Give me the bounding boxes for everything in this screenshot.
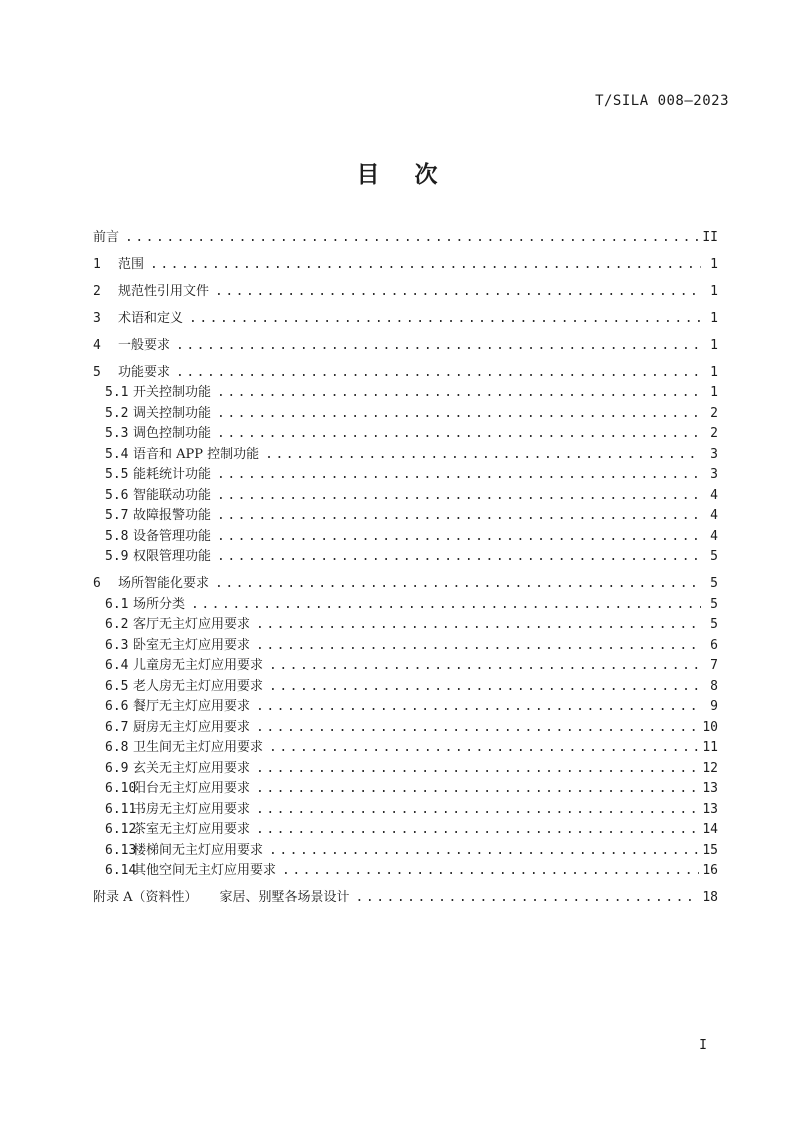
toc-entry-label: 场所智能化要求 <box>118 576 210 591</box>
toc-entry-label: 设备管理功能 <box>133 528 212 544</box>
toc-entry-page-number: 6 <box>710 637 718 653</box>
toc-entry-page-number: 2 <box>710 405 718 421</box>
toc-entry-label: 卧室无主灯应用要求 <box>133 637 251 653</box>
toc-entry-number: 5.3 <box>105 426 129 441</box>
toc-dot-leader <box>256 759 699 780</box>
toc-dot-leader <box>125 228 699 249</box>
toc-entry-number: 5.2 <box>105 405 129 421</box>
toc-entry-page-number: 13 <box>702 781 718 796</box>
toc-entry-label: 规范性引用文件 <box>118 283 210 299</box>
toc-dot-leader <box>256 636 701 657</box>
table-of-contents <box>93 221 718 909</box>
toc-entry[interactable] <box>93 615 718 636</box>
toc-dot-leader <box>256 820 699 841</box>
toc-dot-leader <box>176 336 701 357</box>
toc-entry-number: 5 <box>93 364 101 380</box>
toc-dot-leader <box>215 282 701 303</box>
toc-entry-number: 6.5 <box>105 678 129 694</box>
toc-entry-label: 语音和 APP 控制功能 <box>133 446 260 462</box>
toc-entry-number: 6.9 <box>105 760 129 776</box>
toc-entry[interactable] <box>93 841 718 862</box>
toc-entry-page-number: 10 <box>702 719 718 735</box>
toc-entry-number: 2 <box>93 283 101 299</box>
toc-entry-page-number: 1 <box>710 310 718 326</box>
toc-entry-label: 家居、别墅各场景设计 <box>219 890 350 905</box>
toc-entry[interactable] <box>93 738 718 759</box>
toc-entry-page-number: 8 <box>710 678 718 694</box>
toc-dot-leader <box>217 404 701 425</box>
toc-dot-leader <box>176 363 701 384</box>
toc-entry-label: 餐厅无主灯应用要求 <box>133 699 251 714</box>
toc-entry-number: 6.13 <box>105 842 137 858</box>
toc-entry-number: 4 <box>93 337 101 353</box>
toc-entry-number: 6.2 <box>105 617 129 632</box>
toc-dot-leader <box>256 779 699 800</box>
toc-dot-leader <box>217 424 701 445</box>
toc-entry[interactable] <box>93 718 718 739</box>
toc-entry-number: 5.1 <box>105 385 129 400</box>
toc-entry-page-number: 1 <box>710 283 718 299</box>
toc-entry-page-number: 4 <box>710 487 718 503</box>
toc-entry-number: 6.12 <box>105 822 137 837</box>
toc-dot-leader <box>265 445 701 466</box>
toc-entry-page-number: 4 <box>710 508 718 523</box>
toc-entry[interactable] <box>93 820 718 841</box>
toc-entry-number: 6.7 <box>105 719 129 735</box>
toc-entry-label: 客厅无主灯应用要求 <box>133 617 251 632</box>
toc-dot-leader <box>282 861 699 882</box>
toc-entry-page-number: 14 <box>702 822 718 837</box>
toc-entry-label: 术语和定义 <box>118 310 184 326</box>
toc-dot-leader <box>269 738 699 759</box>
toc-dot-leader <box>256 697 701 718</box>
toc-entry[interactable] <box>93 697 718 718</box>
toc-entry-label: 智能联动功能 <box>133 487 212 503</box>
toc-entry[interactable] <box>93 506 718 527</box>
toc-entry-number: 3 <box>93 310 101 326</box>
toc-entry-page-number: 16 <box>702 863 718 878</box>
toc-entry-label: 故障报警功能 <box>133 508 212 523</box>
toc-entry-label: 前言 <box>93 229 120 245</box>
toc-entry-label: 阳台无主灯应用要求 <box>133 781 251 796</box>
toc-dot-leader <box>269 677 701 698</box>
toc-entry-number: 6.10 <box>105 781 137 796</box>
toc-entry-number: 5.4 <box>105 446 129 462</box>
toc-entry-number: 5.8 <box>105 528 129 544</box>
toc-entry-label: 调色控制功能 <box>133 426 212 441</box>
toc-entry[interactable] <box>93 363 718 384</box>
toc-entry-label: 楼梯间无主灯应用要求 <box>133 842 264 858</box>
toc-entry-label: 调关控制功能 <box>133 405 212 421</box>
toc-entry[interactable] <box>93 383 718 404</box>
toc-dot-leader <box>256 718 699 739</box>
toc-entry[interactable] <box>93 228 718 249</box>
toc-dot-leader <box>217 547 701 568</box>
toc-entry[interactable] <box>93 424 718 445</box>
toc-entry[interactable] <box>93 574 718 595</box>
toc-entry[interactable] <box>93 547 718 568</box>
toc-entry-label: 场所分类 <box>133 596 186 612</box>
toc-entry-label: 开关控制功能 <box>133 385 212 400</box>
toc-entry-page-number: 18 <box>702 890 718 905</box>
toc-entry-number: 6.14 <box>105 863 137 878</box>
toc-dot-leader <box>150 255 701 276</box>
toc-dot-leader <box>269 656 701 677</box>
toc-entry[interactable] <box>93 677 718 698</box>
toc-entry-label: 权限管理功能 <box>133 549 212 564</box>
toc-entry-number: 5.6 <box>105 487 129 503</box>
toc-entry-page-number: 5 <box>710 596 718 612</box>
toc-entry[interactable] <box>93 445 718 466</box>
toc-entry-page-number: 1 <box>710 385 718 400</box>
toc-dot-leader <box>215 574 701 595</box>
toc-entry[interactable] <box>93 336 718 357</box>
toc-dot-leader <box>217 465 701 486</box>
toc-entry[interactable] <box>93 656 718 677</box>
toc-entry-page-number: 15 <box>702 842 718 858</box>
toc-entry-number: 6.3 <box>105 637 129 653</box>
toc-dot-leader <box>256 615 701 636</box>
toc-entry[interactable] <box>93 309 718 330</box>
toc-entry-number: 6.4 <box>105 658 129 673</box>
toc-entry-page-number: 1 <box>710 337 718 353</box>
toc-entry-page-number: 2 <box>710 426 718 441</box>
toc-entry[interactable] <box>93 759 718 780</box>
toc-entry-page-number: 5 <box>710 549 718 564</box>
toc-entry-number: 6.6 <box>105 699 129 714</box>
toc-entry-page-number: 3 <box>710 446 718 462</box>
toc-entry-number: 5.5 <box>105 467 129 482</box>
toc-entry[interactable] <box>93 595 718 616</box>
toc-dot-leader <box>189 309 701 330</box>
toc-entry[interactable] <box>93 404 718 425</box>
toc-entry-page-number: 3 <box>710 467 718 482</box>
toc-entry-number: 6.11 <box>105 801 137 817</box>
toc-entry-number: 1 <box>93 256 101 272</box>
toc-entry[interactable] <box>93 888 718 909</box>
toc-entry-page-number: 1 <box>710 364 718 380</box>
toc-dot-leader <box>191 595 701 616</box>
toc-entry[interactable] <box>93 465 718 486</box>
toc-entry-label: 老人房无主灯应用要求 <box>133 678 264 694</box>
standard-reference-number: T/SILA 008—2023 <box>595 93 729 109</box>
toc-entry[interactable] <box>93 282 718 303</box>
page-title: 目 次 <box>356 161 444 188</box>
toc-dot-leader <box>256 800 699 821</box>
toc-entry-page-number: 13 <box>702 801 718 817</box>
toc-entry-page-number: II <box>702 229 718 245</box>
toc-entry-number: 6.1 <box>105 596 129 612</box>
toc-entry-number: 5.9 <box>105 549 129 564</box>
toc-entry-label: 书房无主灯应用要求 <box>133 801 251 817</box>
toc-entry-page-number: 9 <box>710 699 718 714</box>
toc-entry-number: 附录 A（资料性） <box>93 890 198 905</box>
toc-entry-label: 一般要求 <box>118 337 171 353</box>
toc-dot-leader <box>217 527 701 548</box>
toc-entry-page-number: 4 <box>710 528 718 544</box>
toc-dot-leader <box>356 888 700 909</box>
toc-dot-leader <box>217 506 701 527</box>
toc-entry-page-number: 7 <box>710 658 718 673</box>
toc-entry[interactable] <box>93 636 718 657</box>
toc-entry-label: 能耗统计功能 <box>133 467 212 482</box>
toc-entry-label: 卫生间无主灯应用要求 <box>133 740 264 755</box>
toc-entry[interactable] <box>93 779 718 800</box>
toc-entry-number: 5.7 <box>105 508 129 523</box>
toc-entry-page-number: 12 <box>702 760 718 776</box>
toc-entry[interactable] <box>93 255 718 276</box>
toc-entry-label: 其他空间无主灯应用要求 <box>133 863 277 878</box>
toc-entry[interactable] <box>93 800 718 821</box>
toc-entry-label: 儿童房无主灯应用要求 <box>133 658 264 673</box>
toc-entry-label: 厨房无主灯应用要求 <box>133 719 251 735</box>
footer-page-number: I <box>699 1038 707 1053</box>
toc-dot-leader <box>217 383 701 404</box>
toc-entry-page-number: 11 <box>702 740 718 755</box>
toc-entry-page-number: 1 <box>710 256 718 272</box>
toc-dot-leader <box>217 486 701 507</box>
toc-entry-page-number: 5 <box>710 617 718 632</box>
toc-entry-label: 功能要求 <box>118 364 171 380</box>
toc-entry-number: 6 <box>93 576 101 591</box>
toc-entry-label: 范围 <box>118 256 145 272</box>
toc-entry-label: 玄关无主灯应用要求 <box>133 760 251 776</box>
toc-entry[interactable] <box>93 527 718 548</box>
toc-entry-label: 茶室无主灯应用要求 <box>133 822 251 837</box>
toc-dot-leader <box>269 841 699 862</box>
toc-entry[interactable] <box>93 486 718 507</box>
toc-entry-number: 6.8 <box>105 740 129 755</box>
toc-entry[interactable] <box>93 861 718 882</box>
toc-entry-page-number: 5 <box>710 576 718 591</box>
